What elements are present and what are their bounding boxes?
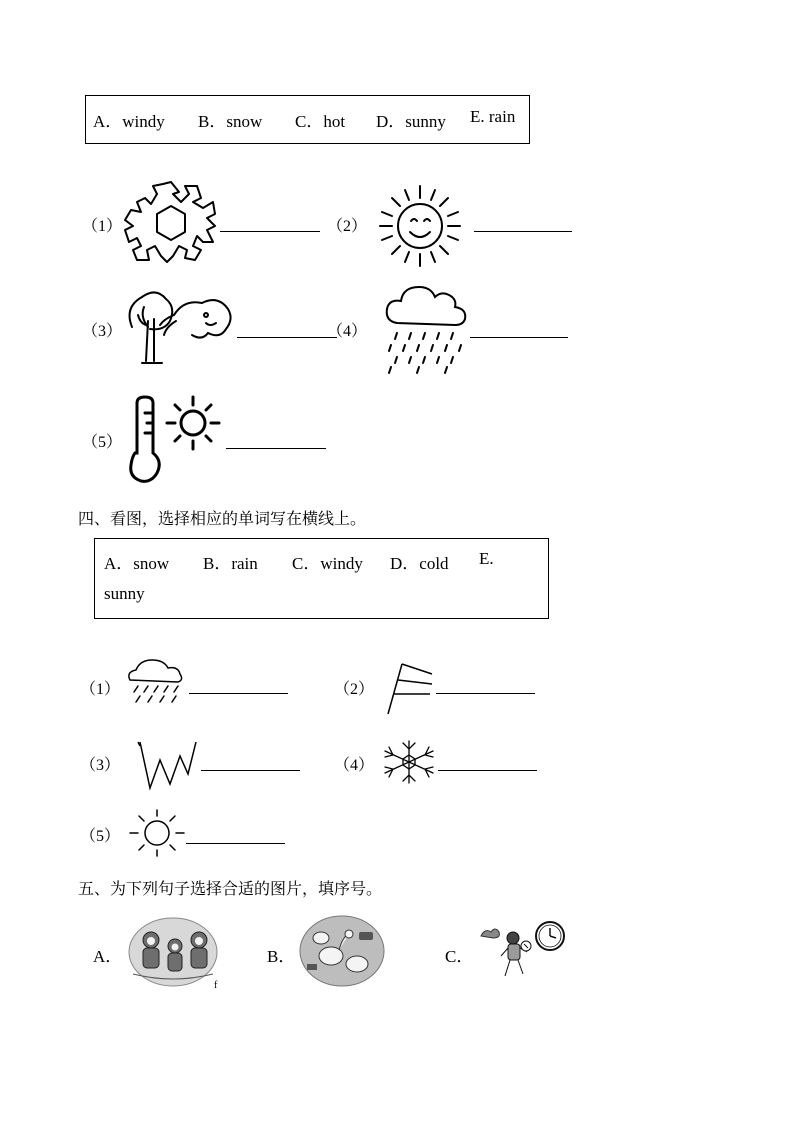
option-a: A．windy: [93, 112, 165, 131]
item-number: （3）: [80, 757, 121, 774]
picture-label-b: B．: [267, 947, 296, 966]
thermometer-sun-icon: [123, 393, 223, 485]
option-d: D．sunny: [376, 112, 446, 131]
item-number: （4）: [334, 757, 375, 774]
option-e-wrap: sunny: [104, 584, 145, 603]
option-a: A．snow: [104, 554, 170, 573]
option-e: E.: [479, 549, 494, 568]
answer-blank[interactable]: [220, 231, 320, 232]
option-e: E. rain: [470, 107, 516, 126]
item-number: （1）: [82, 218, 123, 235]
geese-picture: [299, 914, 385, 988]
item-number: （4）: [327, 323, 368, 340]
answer-blank[interactable]: [226, 448, 326, 449]
item-number: （3）: [82, 323, 123, 340]
item-number: （5）: [82, 434, 123, 451]
rain-cloud-icon: [124, 656, 186, 710]
icicle-icon: [128, 742, 200, 790]
boy-football-clock-picture: [477, 916, 569, 988]
item-number: （1）: [80, 681, 121, 698]
answer-blank[interactable]: [436, 693, 535, 694]
rain-cloud-icon: [383, 283, 469, 377]
item-number: （2）: [334, 681, 375, 698]
answer-blank[interactable]: [474, 231, 572, 232]
stray-mark: f: [214, 980, 218, 991]
smiling-sun-icon: [372, 182, 464, 268]
option-b: B．rain: [203, 554, 258, 573]
answer-blank[interactable]: [237, 337, 337, 338]
item-number: （2）: [327, 218, 368, 235]
section-heading: 五、为下列句子选择合适的图片，填序号。: [78, 879, 383, 898]
item-number: （5）: [80, 828, 121, 845]
wind-blowing-tree-icon: [122, 287, 234, 367]
sun-icon: [124, 808, 188, 858]
option-b: B．snow: [198, 112, 263, 131]
answer-blank[interactable]: [189, 693, 288, 694]
picture-label-c: C．: [445, 947, 474, 966]
answer-blank[interactable]: [470, 337, 568, 338]
answer-blank[interactable]: [438, 770, 537, 771]
picture-label-a: A．: [93, 947, 123, 966]
option-c: C．windy: [292, 554, 363, 573]
answer-blank[interactable]: [186, 843, 285, 844]
children-sitting-picture: [127, 916, 219, 988]
wind-flag-icon: [384, 662, 436, 716]
options-box-section3: [85, 95, 530, 144]
section-heading: 四、看图，选择相应的单词写在横线上。: [78, 509, 367, 528]
answer-blank[interactable]: [201, 770, 300, 771]
option-d: D．cold: [390, 554, 449, 573]
option-c: C．hot: [295, 112, 346, 131]
snowflake-icon: [381, 739, 437, 785]
snowflake-icon: [123, 180, 219, 266]
options-box-section4: [94, 538, 549, 619]
